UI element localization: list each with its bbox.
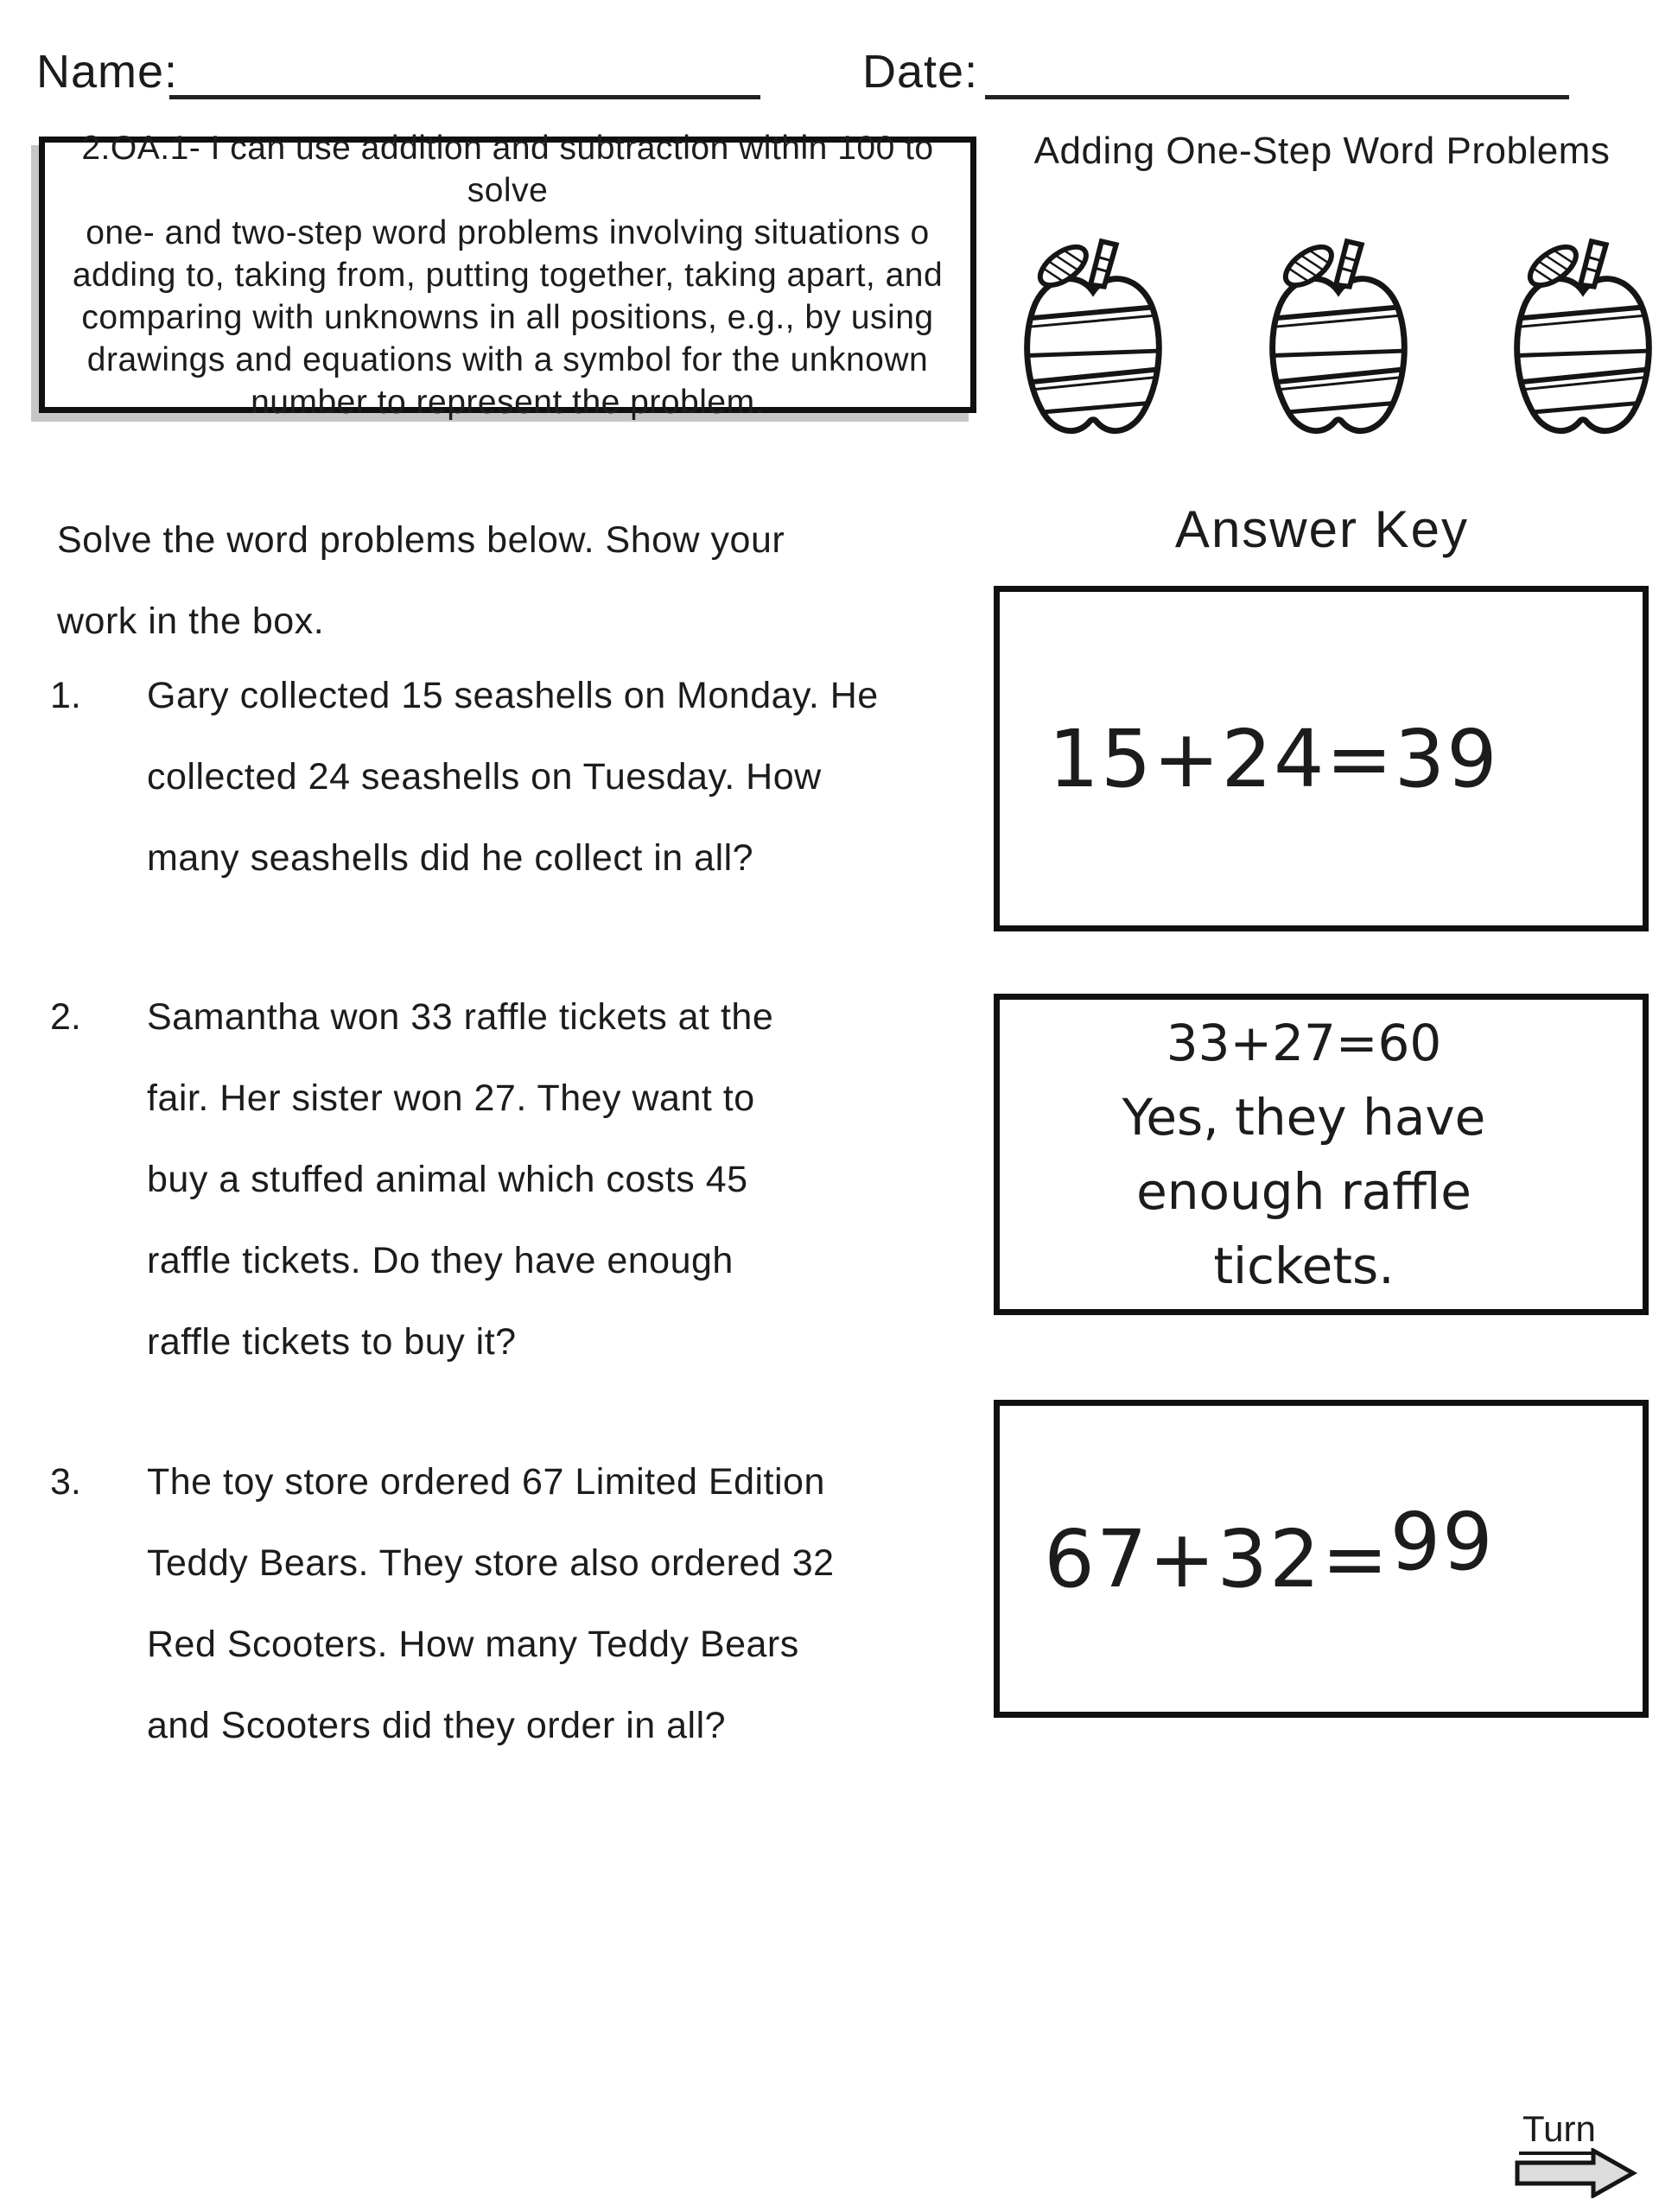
problem-3-text — [147, 1441, 994, 1766]
standards-line: number to represent the problem. — [251, 383, 765, 421]
instructions-line: work in the box. — [57, 601, 325, 642]
problem-line: raffle tickets to buy it? — [147, 1321, 517, 1363]
problem-line: Teddy Bears. They store also ordered 32 — [147, 1542, 835, 1584]
turn-label: Turn — [1519, 2108, 1599, 2155]
turn-right-arrow-icon — [1510, 2148, 1642, 2198]
problem-line: and Scooters did they order in all? — [147, 1705, 727, 1746]
apple-icon — [1015, 230, 1169, 444]
problem-line: fair. Her sister won 27. They want to — [147, 1077, 755, 1119]
answer-2-text — [1122, 1006, 1486, 1303]
problem-1-text — [147, 655, 994, 899]
name-label: Name: — [36, 46, 179, 98]
standards-line: 2.OA.1- I can use addition and subtraction within 100 to solve — [81, 129, 934, 209]
standards-box — [39, 129, 976, 421]
problem-2-text — [147, 976, 994, 1382]
answer-line: enough raffle — [1136, 1162, 1471, 1221]
answer-key-heading: Answer Key — [1174, 500, 1470, 558]
answer-line: tickets. — [1213, 1236, 1395, 1295]
problem-3-number: 3. — [50, 1461, 81, 1503]
standards-line: one- and two-step word problems involving situations o — [86, 213, 930, 251]
name-blank-line[interactable] — [169, 50, 760, 99]
problem-line: Red Scooters. How many Teddy Bears — [147, 1624, 799, 1665]
problem-1-number: 1. — [50, 675, 81, 716]
answer-1-equation: 15+24=39 — [1048, 712, 1499, 805]
answer-box-2 — [994, 994, 1649, 1315]
problem-line: raffle tickets. Do they have enough — [147, 1240, 734, 1281]
problem-2-number: 2. — [50, 996, 81, 1038]
problem-line: collected 24 seashells on Tuesday. How — [147, 756, 822, 798]
date-blank-line[interactable] — [985, 50, 1569, 99]
problem-line: Gary collected 15 seashells on Monday. He — [147, 675, 879, 716]
worksheet-title: Adding One-Step Word Problems — [1033, 130, 1611, 172]
problem-line: buy a stuffed animal which costs 45 — [147, 1159, 748, 1200]
standards-line: drawings and equations with a symbol for the unknown — [86, 340, 929, 378]
answer-3-lhs: 67+32= — [1044, 1512, 1390, 1605]
answer-line: Yes, they have — [1122, 1088, 1486, 1147]
instructions — [57, 499, 938, 662]
apple-icon — [1505, 230, 1659, 444]
answer-box-1 — [994, 586, 1649, 931]
apple-icon — [1261, 230, 1414, 444]
problem-line: The toy store ordered 67 Limited Edition — [147, 1461, 825, 1503]
instructions-line: Solve the word problems below. Show your — [57, 519, 785, 561]
problem-line: many seashells did he collect in all? — [147, 837, 754, 879]
answer-box-3 — [994, 1400, 1649, 1718]
standards-line: comparing with unknowns in all positions, e.g., by using — [81, 298, 934, 336]
standards-line: adding to, taking from, putting together, taking apart, and — [72, 256, 944, 294]
problem-line: Samantha won 33 raffle tickets at the — [147, 996, 774, 1038]
answer-line: 33+27=60 — [1166, 1014, 1442, 1072]
date-label: Date: — [862, 46, 979, 98]
answer-3-result: 99 — [1389, 1495, 1495, 1588]
apple-row — [1015, 230, 1659, 444]
answer-3-equation — [1044, 1495, 1495, 1605]
